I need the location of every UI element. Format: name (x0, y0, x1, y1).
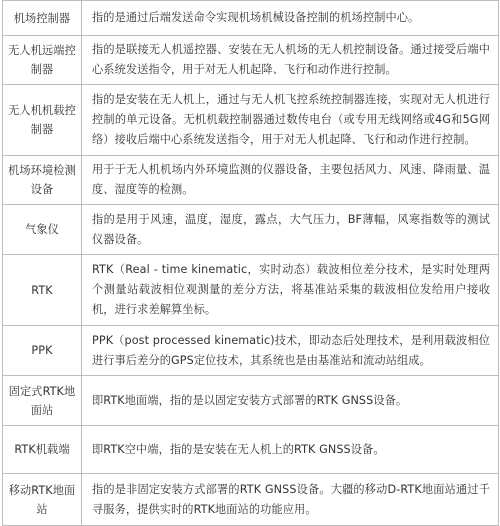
term-cell: 无人机远端控制器 (3, 36, 82, 85)
table-row (3, 376, 499, 426)
definition-cell: 指的是通过后端发送命令实现机场机械设备控制的机场控制中心。 (82, 1, 499, 36)
term-cell: RTK机载端 (3, 426, 82, 474)
table-row (3, 156, 499, 205)
table-row (3, 474, 499, 526)
term-cell: RTK (3, 255, 82, 326)
table-row (3, 85, 499, 156)
definition-cell: RTK（Real - time kinematic，实时动态）载波相位差分技术，是实时处理两个测量站载波相位观测量的差分方法，将基准站采集的载波相位发给用户接收机，进行求差解算坐标。 (82, 255, 499, 326)
definition-cell: 指的是联接无人机遥控器、安装在无人机场的无人机控制设备。通过接受后端中心系统发送指令，用于对无人机起降、飞行和动作进行控制。 (82, 36, 499, 85)
term-cell: 固定式RTK地面站 (3, 376, 82, 426)
term-cell: PPK (3, 326, 82, 376)
table-row (3, 426, 499, 474)
table-row (3, 36, 499, 85)
table-row (3, 205, 499, 255)
term-cell: 机场环境检测设备 (3, 156, 82, 205)
term-cell: 气象仪 (3, 205, 82, 255)
term-cell: 无人机机载控制器 (3, 85, 82, 156)
term-cell: 机场控制器 (3, 1, 82, 36)
definition-cell: 用于于无人机机场内外环境监测的仪器设备，主要包括风力、风速、降雨量、温度、湿度等的检测。 (82, 156, 499, 205)
definition-cell: 指的是用于风速，温度，湿度，露点，大气压力，BF薄幅，风寒指数等的测试仪器设备。 (82, 205, 499, 255)
definition-cell: 即RTK空中端，指的是安装在无人机上的RTK GNSS设备。 (82, 426, 499, 474)
definition-cell: 指的是安装在无人机上，通过与无人机飞控系统控制器连接，实现对无人机进行控制的单元设备。无机机载控制器通过数传电台（或专用无线网络或4G和5G网络）接收后端中心系统发送指令，用于对无人机起降、飞行和动作进行控制。 (82, 85, 499, 156)
glossary-table (2, 0, 499, 526)
table-row (3, 326, 499, 376)
term-cell: 移动RTK地面站 (3, 474, 82, 526)
table-row (3, 255, 499, 326)
table-row (3, 1, 499, 36)
definition-cell: 指的是非固定安装方式部署的RTK GNSS设备。大疆的移动D-RTK地面站通过千寻服务，提供实时的RTK地面站的功能应用。 (82, 474, 499, 526)
definition-cell: 即RTK地面端，指的是以固定安装方式部署的RTK GNSS设备。 (82, 376, 499, 426)
definition-cell: PPK（post processed kinematic)技术，即动态后处理技术，是利用载波相位进行事后差分的GPS定位技术，其系统也是由基准站和流动站组成。 (82, 326, 499, 376)
